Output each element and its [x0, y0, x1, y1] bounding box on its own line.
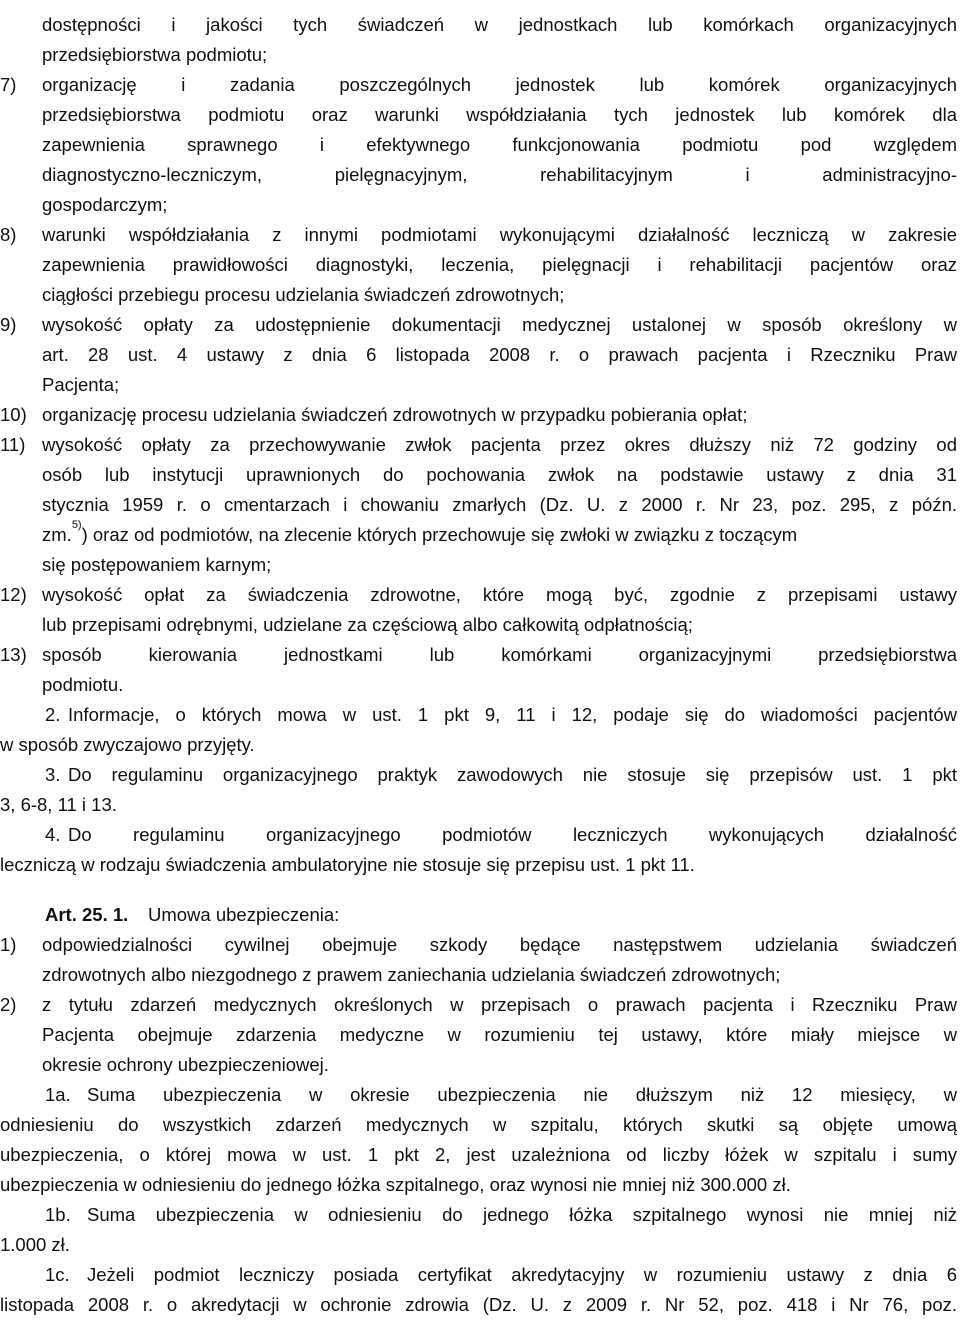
text-line [0, 1050, 960, 1080]
line-text: stycznia 1959 r. o cmentarzach i chowaniu zmarłych (Dz. U. z 2000 r. Nr 23, poz. 295, z późn. [42, 494, 957, 515]
line-text: Umowa ubezpieczenia: [148, 904, 340, 925]
text-line [0, 430, 960, 460]
text-line [0, 930, 960, 960]
text-line [0, 850, 960, 880]
line-text: odniesieniu do wszystkich zdarzeń medycznych w szpitalu, których skutki są objęte umową [0, 1114, 957, 1135]
text-line [0, 190, 960, 220]
line-text: zm. [42, 524, 72, 545]
text-line [0, 990, 960, 1020]
line-text: organizację i zadania poszczególnych jednostek lub komórek organizacyjnych [42, 74, 957, 95]
paragraph-number: 1a. [45, 1084, 71, 1105]
line-text: sposób kierowania jednostkami lub komórkami organizacyjnymi przedsiębiorstwa [42, 644, 957, 665]
line-text: zapewnienia prawidłowości diagnostyki, leczenia, pielęgnacji i rehabilitacji pacjentów oraz [42, 254, 957, 275]
text-line [0, 820, 960, 850]
line-text: Pacjenta; [42, 374, 120, 395]
text-line [0, 1200, 960, 1230]
paragraph-number: 3. [45, 764, 61, 785]
line-text: ciągłości przebiegu procesu udzielania świadczeń zdrowotnych; [42, 284, 565, 305]
text-line [0, 730, 960, 760]
list-marker: 10) [0, 404, 27, 425]
text-line [0, 250, 960, 280]
text-line [0, 10, 960, 40]
line-text: warunki współdziałania z innymi podmiotami wykonującymi działalność leczniczą w zakresie [42, 224, 957, 245]
text-line [0, 490, 960, 520]
line-text: listopada 2008 r. o akredytacji w ochronie zdrowia (Dz. U. z 2009 r. Nr 52, poz. 418 i Nr 76, poz. [0, 1294, 957, 1315]
line-text: w sposób zwyczajowo przyjęty. [0, 734, 255, 755]
line-text: przedsiębiorstwa podmiotu oraz warunki współdziałania tych jednostek lub komórek dla [42, 104, 957, 125]
text-line [0, 370, 960, 400]
text-line [0, 70, 960, 100]
line-text: odpowiedzialności cywilnej obejmuje szkody będące następstwem udzielania świadczeń [42, 934, 957, 955]
line-text: Suma ubezpieczenia w okresie ubezpieczenia nie dłuższym niż 12 miesięcy, w [87, 1084, 957, 1105]
text-line [0, 670, 960, 700]
text-line [0, 1230, 960, 1260]
text-line [0, 40, 960, 70]
line-text: wysokość opłat za świadczenia zdrowotne, które mogą być, zgodnie z przepisami ustawy [42, 584, 957, 605]
list-marker: 9) [0, 314, 17, 335]
text-line [0, 310, 960, 340]
text-line [0, 1110, 960, 1140]
text-line [0, 1260, 960, 1290]
line-text: zapewnienia sprawnego i efektywnego funkcjonowania podmiotu pod względem [42, 134, 957, 155]
line-text: okresie ochrony ubezpieczeniowej. [42, 1054, 329, 1075]
line-text: dostępności i jakości tych świadczeń w jednostkach lub komórkach organizacyjnych [42, 14, 957, 35]
line-text: Jeżeli podmiot leczniczy posiada certyfikat akredytacyjny w rozumieniu ustawy z dnia 6 [87, 1264, 957, 1285]
line-text: gospodarczym; [42, 194, 168, 215]
line-text: wysokość opłaty za przechowywanie zwłok pacjenta przez okres dłuższy niż 72 godziny od [42, 434, 957, 455]
text-line [0, 610, 960, 640]
paragraph-number: 2. [45, 704, 61, 725]
line-text: leczniczą w rodzaju świadczenia ambulatoryjne nie stosuje się przepisu ust. 1 pkt 11. [0, 854, 695, 875]
text-with-footnote [42, 520, 797, 550]
list-marker: 8) [0, 224, 17, 245]
text-line [0, 900, 960, 930]
footnote-ref: 5) [71, 518, 82, 531]
line-text: z tytułu zdarzeń medycznych określonych w przepisach o prawach pacjenta i Rzeczniku Praw [42, 994, 957, 1015]
line-text: 3, 6-8, 11 i 13. [0, 794, 117, 815]
line-text: przedsiębiorstwa podmiotu; [42, 44, 268, 65]
text-line [0, 640, 960, 670]
line-text: lub przepisami odrębnymi, udzielane za częściową albo całkowitą odpłatnością; [42, 614, 693, 635]
line-text: Pacjenta obejmuje zdarzenia medyczne w rozumieniu tej ustawy, które miały miejsce w [42, 1024, 957, 1045]
line-text: Do regulaminu organizacyjnego podmiotów leczniczych wykonujących działalność [68, 824, 957, 845]
text-line [0, 1020, 960, 1050]
line-text: podmiotu. [42, 674, 124, 695]
text-line [0, 280, 960, 310]
paragraph-number: 1b. [45, 1204, 71, 1225]
line-text: Informacje, o których mowa w ust. 1 pkt 9, 11 i 12, podaje się do wiadomości pacjentów [68, 704, 957, 725]
line-text: wysokość opłaty za udostępnienie dokumentacji medycznej ustalonej w sposób określony w [42, 314, 957, 335]
list-marker: 2) [0, 994, 17, 1015]
line-text: ) oraz od podmiotów, na zlecenie których przechowuje się zwłoki w związku z toczącym [81, 524, 798, 545]
line-text: się postępowaniem karnym; [42, 554, 272, 575]
text-line [0, 550, 960, 580]
paragraph-number: 4. [45, 824, 61, 845]
text-line [0, 1140, 960, 1170]
text-line [0, 520, 960, 550]
list-marker: 12) [0, 584, 27, 605]
text-line [0, 1080, 960, 1110]
line-text: Do regulaminu organizacyjnego praktyk zawodowych nie stosuje się przepisów ust. 1 pkt [68, 764, 957, 785]
paragraph-number: 1c. [45, 1264, 70, 1285]
list-marker: 7) [0, 74, 17, 95]
article-heading: Art. 25. 1. [45, 904, 129, 925]
text-line [0, 130, 960, 160]
line-text: art. 28 ust. 4 ustawy z dnia 6 listopada 2008 r. o prawach pacjenta i Rzeczniku Praw [42, 344, 957, 365]
text-line [0, 220, 960, 250]
line-text: 1.000 zł. [0, 1234, 70, 1255]
line-text: diagnostyczno-leczniczym, pielęgnacyjnym, rehabilitacyjnym i administracyjno- [42, 164, 957, 185]
line-text: organizację procesu udzielania świadczeń zdrowotnych w przypadku pobierania opłat; [42, 404, 748, 425]
text-line [0, 460, 960, 490]
line-text: zdrowotnych albo niezgodnego z prawem zaniechania udzielania świadczeń zdrowotnych; [42, 964, 781, 985]
text-line [0, 1170, 960, 1200]
list-marker: 13) [0, 644, 27, 665]
text-line [0, 760, 960, 790]
line-text: Suma ubezpieczenia w odniesieniu do jednego łóżka szpitalnego wynosi nie mniej niż [87, 1204, 957, 1225]
list-marker: 1) [0, 934, 17, 955]
text-line [0, 960, 960, 990]
line-text: osób lub instytucji uprawnionych do pochowania zwłok na podstawie ustawy z dnia 31 [42, 464, 957, 485]
text-line [0, 340, 960, 370]
text-line [0, 790, 960, 820]
text-line [0, 100, 960, 130]
text-line [0, 700, 960, 730]
text-line [0, 580, 960, 610]
list-marker: 11) [0, 434, 26, 455]
line-text: ubezpieczenia, o której mowa w ust. 1 pkt 2, jest uzależniona od liczby łóżek w szpitalu i sumy [0, 1144, 957, 1165]
line-text: ubezpieczenia w odniesieniu do jednego łóżka szpitalnego, oraz wynosi nie mniej niż 300.000 zł. [0, 1174, 791, 1195]
text-line [0, 1290, 960, 1320]
text-line [0, 160, 960, 190]
text-line [0, 400, 960, 430]
